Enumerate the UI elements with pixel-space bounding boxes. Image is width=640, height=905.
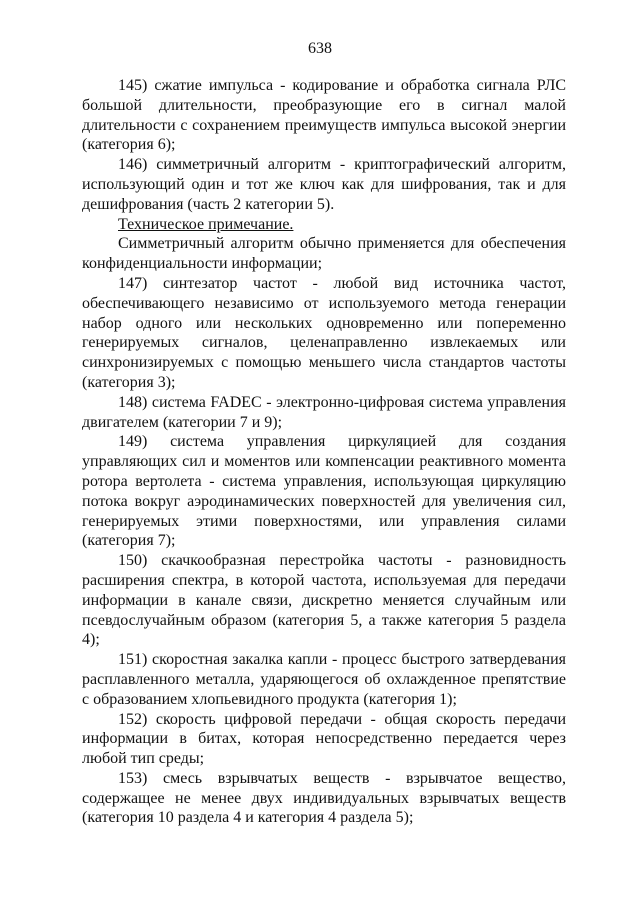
technical-note-heading-text: Техническое примечание.	[118, 215, 294, 233]
definition-147: 147) синтезатор частот - любой вид источника частот, обеспечивающего независимо от используемого метода генерации набор одного или нескольких одновременно или попеременно генерируемых сигналов, целенаправленно извлекаемых или синхронизируемых с помощью меньшего числа стандартов частоты (категория 3);	[82, 274, 566, 391]
definition-146: 146) симметричный алгоритм - криптографический алгоритм, использующий один и тот же ключ как для шифрования, так и для дешифрования (часть 2 категории 5).	[82, 156, 566, 213]
document-body	[82, 76, 566, 828]
definition-153: 153) смесь взрывчатых веществ - взрывчатое вещество, содержащее не менее двух индивидуальных взрывчатых веществ (категория 10 раздела 4 и категория 4 раздела 5);	[82, 769, 566, 827]
definition-145: 145) сжатие импульса - кодирование и обработка сигнала РЛС большой длительности, преобразующие его в сигнал малой длительности с сохранением преимуществ импульса высокой энергии (категория 6);	[82, 77, 566, 154]
definition-150: 150) скачкообразная перестройка частоты - разновидность расширения спектра, в которой частота, используемая для передачи информации в канале связи, дискретно меняется случайным или псевдослучайным образом (категория 5, а также категория 5 раздела 4);	[82, 552, 566, 649]
definition-149: 149) система управления циркуляцией для создания управляющих сил и моментов или компенсации реактивного момента ротора вертолета - система управления, использующая циркуляцию потока вокруг аэродинамических поверхностей для увеличения сил, генерируемых этими поверхностями, или управления силами (категория 7);	[82, 433, 566, 550]
technical-note-heading	[82, 215, 566, 235]
definition-151: 151) скоростная закалка капли - процесс быстрого затвердевания расплавленного металла, ударяющегося об охлажденное препятствие с образованием хлопьевидного продукта (категория 1);	[82, 651, 566, 708]
definition-152: 152) скорость цифровой передачи - общая скорость передачи информации в битах, которая непосредственно передается через любой тип среды;	[82, 710, 566, 768]
definition-148: 148) система FADEC - электронно-цифровая система управления двигателем (категории 7 и 9);	[82, 393, 566, 431]
page-number: 638	[308, 40, 332, 57]
technical-note-text: Симметричный алгоритм обычно применяется для обеспечения конфиденциальности информации;	[82, 235, 566, 273]
